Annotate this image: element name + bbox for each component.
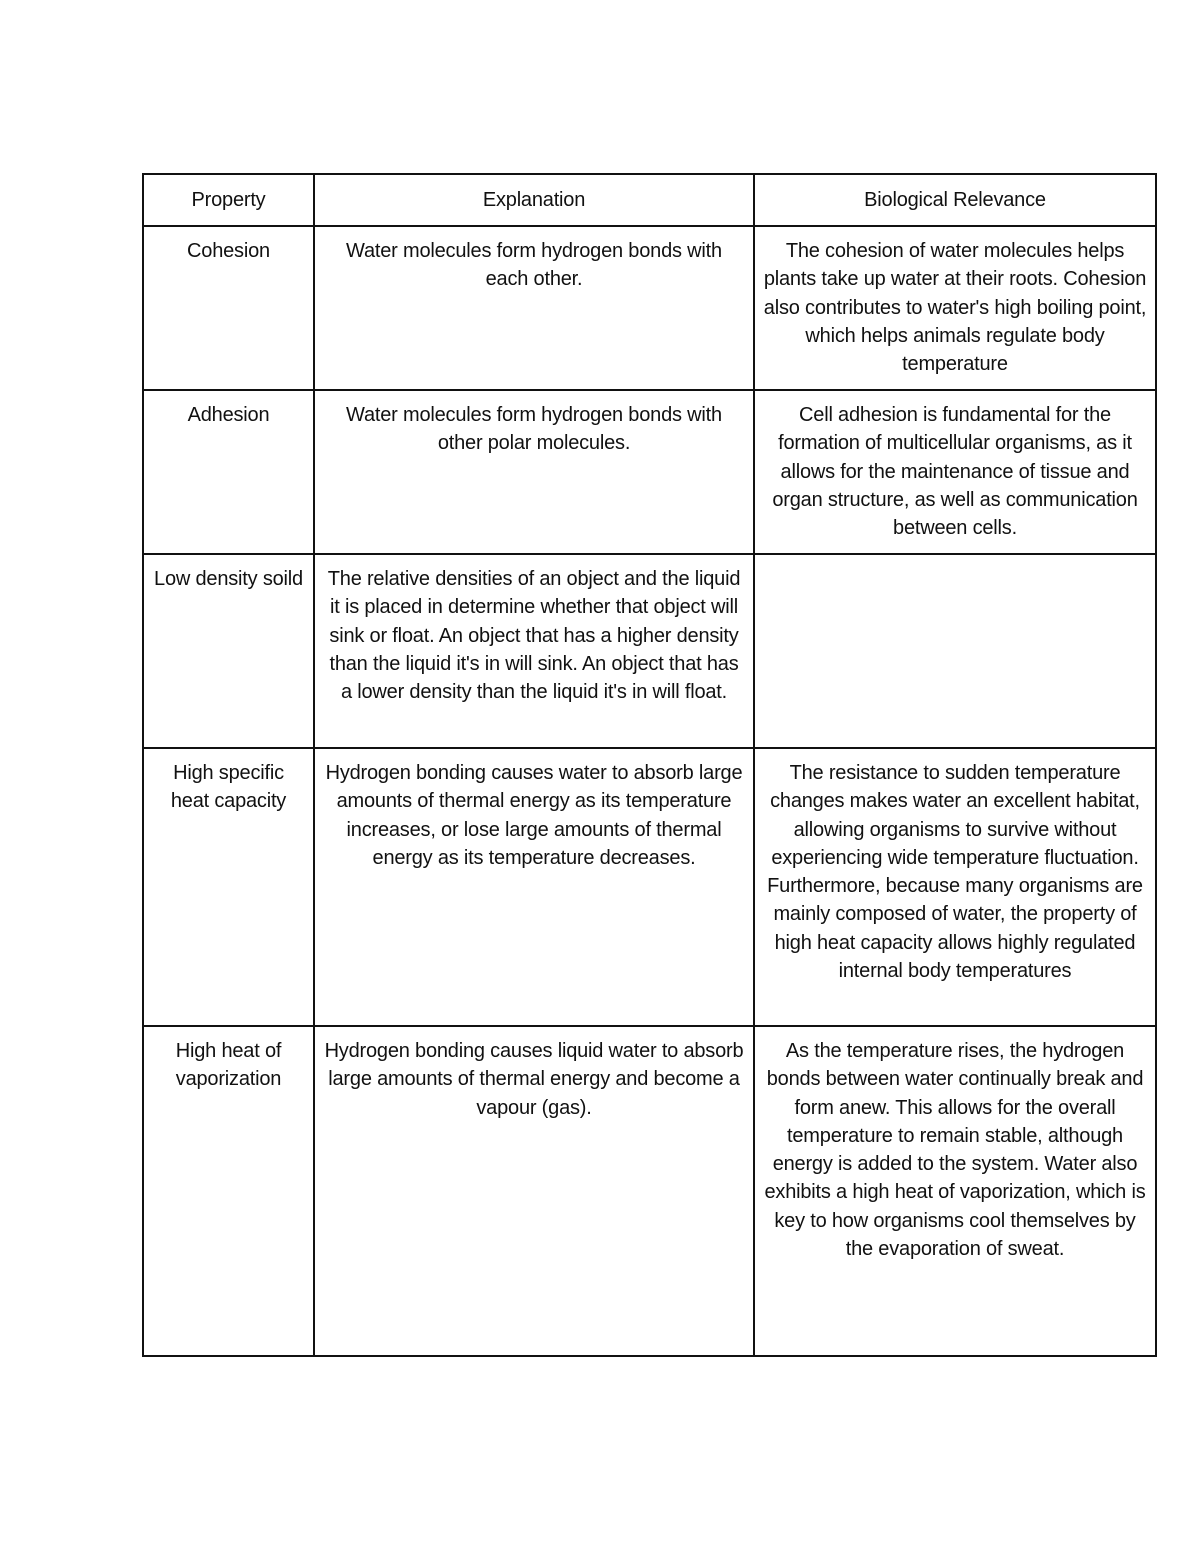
property-cell: High heat of vaporization xyxy=(143,1026,314,1356)
property-cell: High specific heat capacity xyxy=(143,748,314,1026)
header-property: Property xyxy=(143,174,314,226)
table-row-high-specific-heat xyxy=(143,748,1156,1026)
explanation-cell: Hydrogen bonding causes water to absorb large amounts of thermal energy as its temperature increases, or lose large amounts of thermal energy as its temperature decreases. xyxy=(314,748,754,1026)
header-explanation: Explanation xyxy=(314,174,754,226)
explanation-cell: Hydrogen bonding causes liquid water to absorb large amounts of thermal energy and become a vapour (gas). xyxy=(314,1026,754,1356)
property-cell: Cohesion xyxy=(143,226,314,390)
table-header-row xyxy=(143,174,1156,226)
property-cell: Low density soild xyxy=(143,554,314,748)
property-cell: Adhesion xyxy=(143,390,314,554)
explanation-cell: The relative densities of an object and the liquid it is placed in determine whether that object will sink or float. An object that has a higher density than the liquid it's in will sink. An object that has a lower density than the liquid it's in will float. xyxy=(314,554,754,748)
table-row-adhesion xyxy=(143,390,1156,554)
header-biological-relevance: Biological Relevance xyxy=(754,174,1156,226)
table-row-low-density-solid xyxy=(143,554,1156,748)
table-row-cohesion xyxy=(143,226,1156,390)
relevance-cell: The cohesion of water molecules helps plants take up water at their roots. Cohesion also contributes to water's high boiling point, which helps animals regulate body temperature xyxy=(754,226,1156,390)
relevance-cell: Cell adhesion is fundamental for the formation of multicellular organisms, as it allows for the maintenance of tissue and organ structure, as well as communication between cells. xyxy=(754,390,1156,554)
explanation-cell: Water molecules form hydrogen bonds with each other. xyxy=(314,226,754,390)
relevance-cell: As the temperature rises, the hydrogen bonds between water continually break and form anew. This allows for the overall temperature to remain stable, although energy is added to the system. Water also exhibits a high heat of vaporization, which is key to how organisms cool themselves by the evaporation of sweat. xyxy=(754,1026,1156,1356)
relevance-cell: The resistance to sudden temperature changes makes water an excellent habitat, allowing organisms to survive without experiencing wide temperature fluctuation. Furthermore, because many organisms are mainly composed of water, the property of high heat capacity allows highly regulated internal body temperatures xyxy=(754,748,1156,1026)
explanation-cell: Water molecules form hydrogen bonds with other polar molecules. xyxy=(314,390,754,554)
relevance-cell xyxy=(754,554,1156,748)
table-row-high-heat-vaporization xyxy=(143,1026,1156,1356)
water-properties-table xyxy=(142,173,1157,1357)
